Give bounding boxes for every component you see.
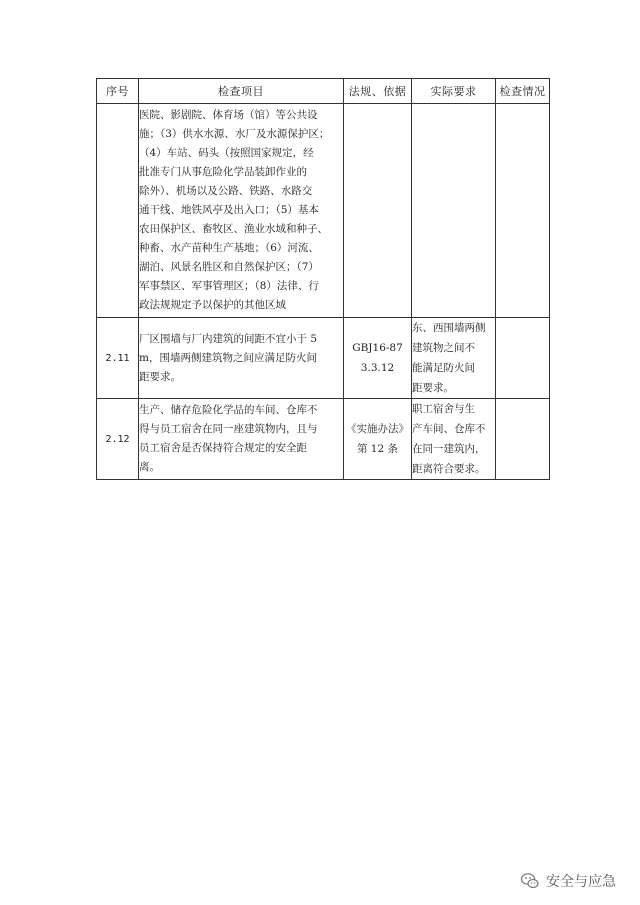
row-seq: [97, 104, 139, 318]
row-status: [496, 399, 550, 480]
row-item: [139, 104, 344, 318]
item-line: 农田保护区、畜牧区、渔业水域和种子、: [139, 223, 328, 235]
header-seq: 序号: [97, 79, 139, 104]
item-line: （4）车站、码头（按照国家规定，经: [139, 147, 314, 159]
item-line: 厂区围墙与厂内建筑的间距不宜小于 5: [139, 332, 318, 345]
item-line: 员工宿舍是否保持符合规定的安全距: [139, 442, 307, 454]
table-row: [97, 399, 550, 480]
row-requirement: [412, 104, 496, 318]
item-line: 医院、影剧院、体育场（馆）等公共设: [139, 109, 318, 121]
item-line: 种畜、水产苗种生产基地；（6）河流、: [139, 242, 319, 254]
row-basis: [344, 318, 412, 399]
table-row: [97, 318, 550, 399]
inspection-table: [96, 78, 550, 480]
row-basis: [344, 399, 412, 480]
item-line: 得与员工宿舍在同一座建筑物内，且与: [139, 423, 318, 435]
header-item: 检查项目: [139, 79, 344, 104]
item-line: m，围墙两侧建筑物之间应满足防火间: [139, 351, 317, 364]
item-line: 军事禁区、军事管理区；（8）法律、行: [139, 280, 319, 292]
basis-line: 《实施办法》: [346, 423, 409, 435]
item-line: 政法规规定予以保护的其他区域: [139, 299, 286, 311]
item-line: 湖泊、风景名胜区和自然保护区；（7）: [139, 261, 319, 273]
row-status: [496, 318, 550, 399]
row-item: [139, 318, 344, 399]
item-line: 生产、储存危险化学品的车间、仓库不: [139, 404, 318, 416]
row-requirement: [412, 318, 496, 399]
header-basis: 法规、依据: [344, 79, 412, 104]
req-line: 距离符合要求。: [412, 463, 486, 475]
wechat-logo-icon: [520, 871, 540, 891]
table-header-row: [97, 79, 550, 104]
item-line: 除外）、机场以及公路、铁路、水路交: [139, 185, 313, 197]
req-line: 建筑物之间不: [412, 342, 475, 354]
req-line: 能满足防火间: [412, 362, 475, 374]
basis-line: 3.3.12: [360, 362, 395, 374]
row-status: [496, 104, 550, 318]
item-line: 离。: [139, 461, 160, 473]
row-requirement: [412, 399, 496, 480]
row-basis: [344, 104, 412, 318]
req-line: 职工宿舍与生: [412, 403, 475, 415]
basis-line: GBJ16-87: [352, 342, 403, 354]
item-line: 批准专门从事危险化学品装卸作业的: [139, 166, 307, 178]
req-line: 距要求。: [412, 382, 454, 394]
header-requirement: 实际要求: [412, 79, 496, 104]
watermark: [520, 871, 616, 891]
item-line: 施；（3）供水水源、水厂及水源保护区；: [139, 128, 330, 140]
header-status: 检查情况: [496, 79, 550, 104]
item-line: 通干线、地铁风亭及出入口；（5）基本: [139, 204, 319, 216]
item-line: 距要求。: [139, 370, 181, 383]
row-seq: 2.11: [97, 318, 139, 399]
req-line: 产车间、仓库不: [412, 423, 486, 435]
row-seq: 2.12: [97, 399, 139, 480]
watermark-text: 安全与应急: [546, 874, 616, 890]
table-row: [97, 104, 550, 318]
row-item: [139, 399, 344, 480]
req-line: 东、西围墙两侧: [412, 322, 486, 334]
basis-line: 第 12 条: [356, 443, 399, 455]
req-line: 在同一建筑内，: [412, 443, 486, 455]
